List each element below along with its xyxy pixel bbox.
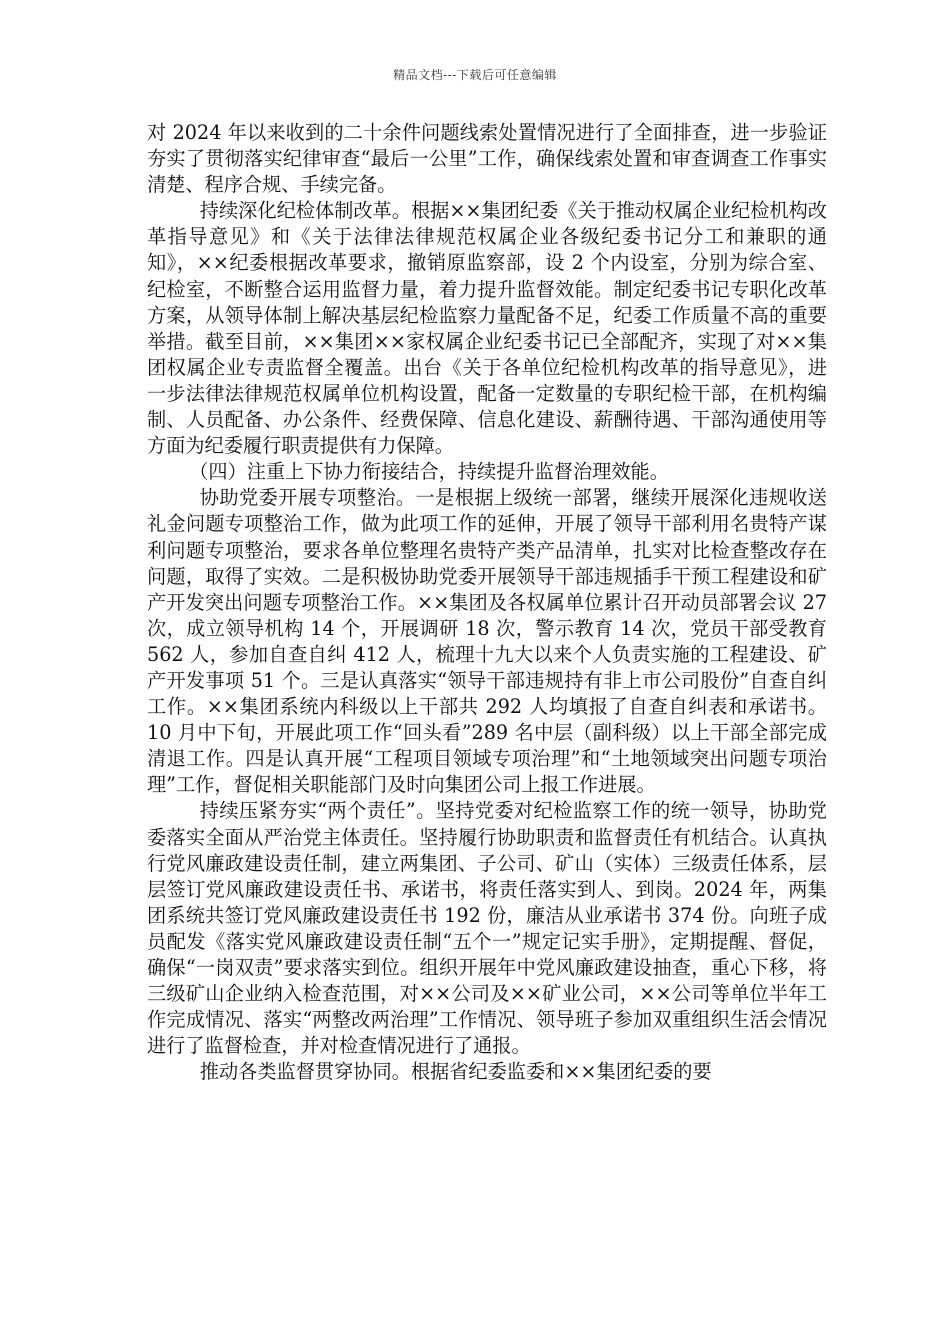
paragraph-continuation: 对 2024 年以来收到的二十余件问题线索处置情况进行了全面排查，进一步验证夯实了贯彻落实纪律审查“最后一公里”工作，确保线索处置和审查调查工作事实清楚、程序合规、手续完备。 bbox=[147, 121, 827, 197]
section-heading-4: （四）注重上下协力衔接结合，持续提升监督治理效能。 bbox=[189, 460, 669, 484]
paragraph-two-responsibilities: 持续压紧夯实“两个责任”。坚持党委对纪检监察工作的统一领导，协助党委落实全面从严治党主体责任。坚持履行协助职责和监督责任有机结合。认真执行党风廉政建设责任制，建立两集团、子公司、矿山（实体）三级责任体系，层层签订党风廉政建设责任书、承诺书，将责任落实到人、到岗。2024 年，两集团系统共签订党风廉政建设责任书 192 份，廉洁从业承诺书 374 份。向班子成员配发《落实党风廉政建设责任制“五个一”规定记实手册》，定期提醒、督促，确保“一岗双责”要求落实到位。组织开展年中党风廉政建设抽查，重心下移，将三级矿山企业纳入检查范围，对××公司及××矿业公司，××公司等单位半年工作完成情况、落实“两整改两治理”工作情况、领导班子参加双重组织生活会情况进行了监督检查，并对检查情况进行了通报。 bbox=[147, 799, 827, 1058]
paragraph-discipline-reform: 持续深化纪检体制改革。根据××集团纪委《关于推动权属企业纪检机构改革指导意见》和《关于法律法律规范权属企业各级纪委书记分工和兼职的通知》，××纪委根据改革要求，撤销原监察部，设 2 个内设室，分别为综合室、纪检室，不断整合运用监督力量，着力提升监督效能。制定纪委书记专职化改革方案，从领导体制上解决基层纪检监察力量配备不足，纪委工作质量不高的重要举措。截至目前，××集团××家权属企业纪委书记已全部配齐，实现了对××集团权属企业专责监督全覆盖。出台《关于各单位纪检机构改革的指导意见》，进一步法律法律规范权属单位机构设置，配备一定数量的专职纪检干部，在机构编制、人员配备、办公条件、经费保障、信息化建设、薪酬待遇、干部沟通使用等方面为纪委履行职责提供有力保障。 bbox=[147, 199, 827, 458]
paragraph-special-rectification: 协助党委开展专项整治。一是根据上级统一部署，继续开展深化违规收送礼金问题专项整治工作，做为此项工作的延伸，开展了领导干部利用名贵特产谋利问题专项整治，要求各单位整理名贵特产类产品清单，扎实对比检查整改存在问题，取得了实效。二是积极协助党委开展领导干部违规插手干预工程建设和矿产开发突出问题专项整治工作。××集团及各权属单位累计召开动员部署会议 27 次，成立领导机构 14 个，开展调研 18 次，警示教育 14 次，党员干部受教育 562 人，参加自查自纠 412 人，梳理十九大以来个人负责实施的工程建设、矿产开发事项 51 个。三是认真落实“领导干部违规持有非上市公司股份”自查自纠工作。××集团系统内科级以上干部共 292 人均填报了自查自纠表和承诺书。10 月中下旬，开展此项工作“回头看”289 名中层（副科级）以上干部全部完成清退工作。四是认真开展“工程项目领域专项治理”和“土地领域突出问题专项治理”工作，督促相关职能部门及时向集团公司上报工作进展。 bbox=[147, 486, 827, 797]
document-body bbox=[147, 120, 827, 1085]
page-header: 精品文档---下载后可任意编辑 bbox=[393, 68, 557, 82]
paragraph-supervision-coordination: 推动各类监督贯穿协同。根据省纪委监委和××集团纪委的要 bbox=[199, 1060, 712, 1084]
